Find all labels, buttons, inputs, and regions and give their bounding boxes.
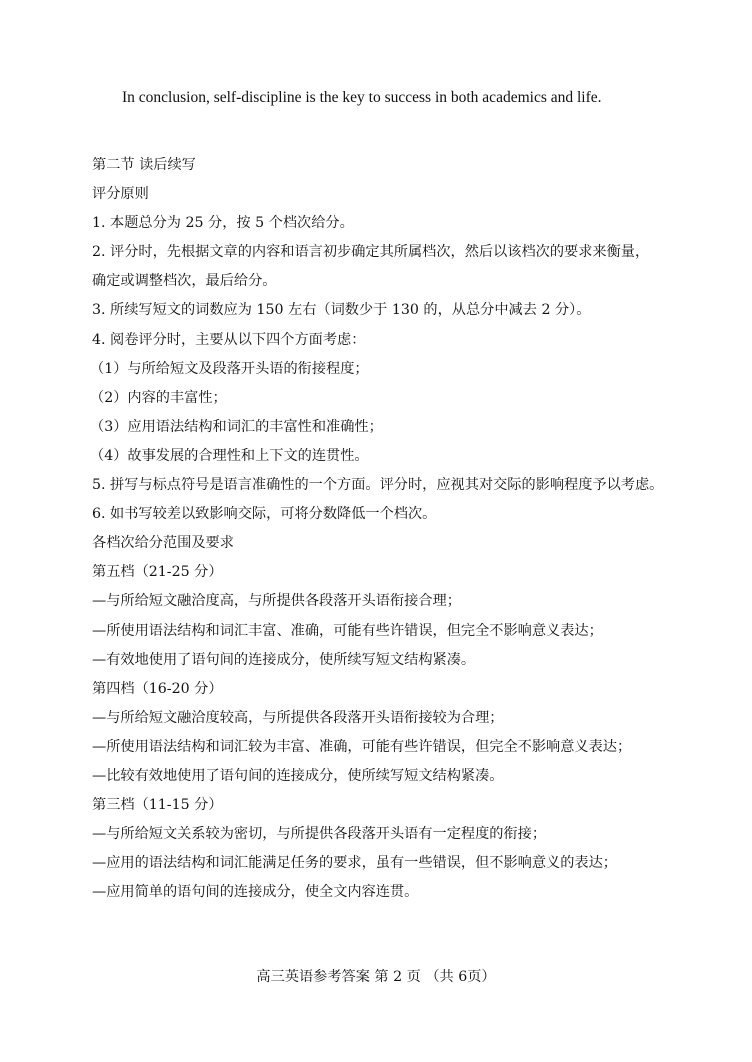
- principle-3: 3. 所续写短文的词数应为 150 左右（词数少于 130 的，从总分中减去 2 分）。: [92, 302, 591, 319]
- grade-5-item: —有效地使用了语句间的连接成分，使所续写短文结构紧凑。: [92, 651, 476, 668]
- scoring-section: [92, 151, 712, 907]
- grade-4-item: —与所给短文融洽度较高，与所提供各段落开头语衔接较为合理；: [92, 709, 504, 726]
- principle-1: 1. 本题总分为 25 分，按 5 个档次给分。: [92, 215, 354, 232]
- conclusion-sentence: In conclusion, self-discipline is the key to success in both academics and life.: [122, 89, 602, 106]
- principle-4: 4. 阅卷评分时，主要从以下四个方面考虑：: [92, 331, 366, 348]
- aspect-2: （2）内容的丰富性；: [90, 389, 227, 406]
- principle-5: 5. 拼写与标点符号是语言准确性的一个方面。评分时，应视其对交际的影响程度予以考虑。: [92, 477, 664, 494]
- grade-5-item: —与所给短文融洽度高，与所提供各段落开头语衔接合理；: [92, 593, 461, 610]
- grade-3-heading: 第三档（11-15 分）: [92, 797, 223, 814]
- principle-6: 6. 如书写较差以致影响交际，可将分数降低一个档次。: [92, 506, 437, 523]
- scoring-principles-heading: 评分原则: [92, 186, 149, 203]
- page-footer: 高三英语参考答案 第 2 页 （共 6页）: [256, 969, 496, 985]
- grade-5-heading: 第五档（21-25 分）: [92, 564, 223, 581]
- grade-3-item: —与所给短文关系较为密切，与所提供各段落开头语有一定程度的衔接；: [92, 826, 547, 843]
- grade-4-heading: 第四档（16-20 分）: [92, 680, 223, 697]
- grade-4-item: —所使用语法结构和词汇较为丰富、准确，可能有些许错误，但完全不影响意义表达；: [92, 738, 632, 755]
- grade-5-item: —所使用语法结构和词汇丰富、准确，可能有些许错误，但完全不影响意义表达；: [92, 622, 603, 639]
- aspect-3: （3）应用语法结构和词汇的丰富性和准确性；: [90, 418, 383, 435]
- grade-3-item: —应用简单的语句间的连接成分，使全文内容连贯。: [92, 884, 419, 901]
- grade-3-item: —应用的语法结构和词汇能满足任务的要求，虽有一些错误，但不影响意义的表达；: [92, 855, 617, 872]
- aspect-4: （4）故事发展的合理性和上下文的连贯性。: [90, 447, 369, 464]
- aspect-1: （1）与所给短文及段落开头语的衔接程度；: [90, 360, 369, 377]
- principle-2-continued: 确定或调整档次，最后给分。: [92, 273, 277, 290]
- section-heading: 第二节 读后续写: [92, 157, 196, 173]
- grade-4-item: —比较有效地使用了语句间的连接成分，使所续写短文结构紧凑。: [92, 767, 504, 784]
- principle-2: 2. 评分时，先根据文章的内容和语言初步确定其所属档次，然后以该档次的要求来衡量，: [92, 244, 650, 261]
- grade-requirements-heading: 各档次给分范围及要求: [92, 535, 234, 552]
